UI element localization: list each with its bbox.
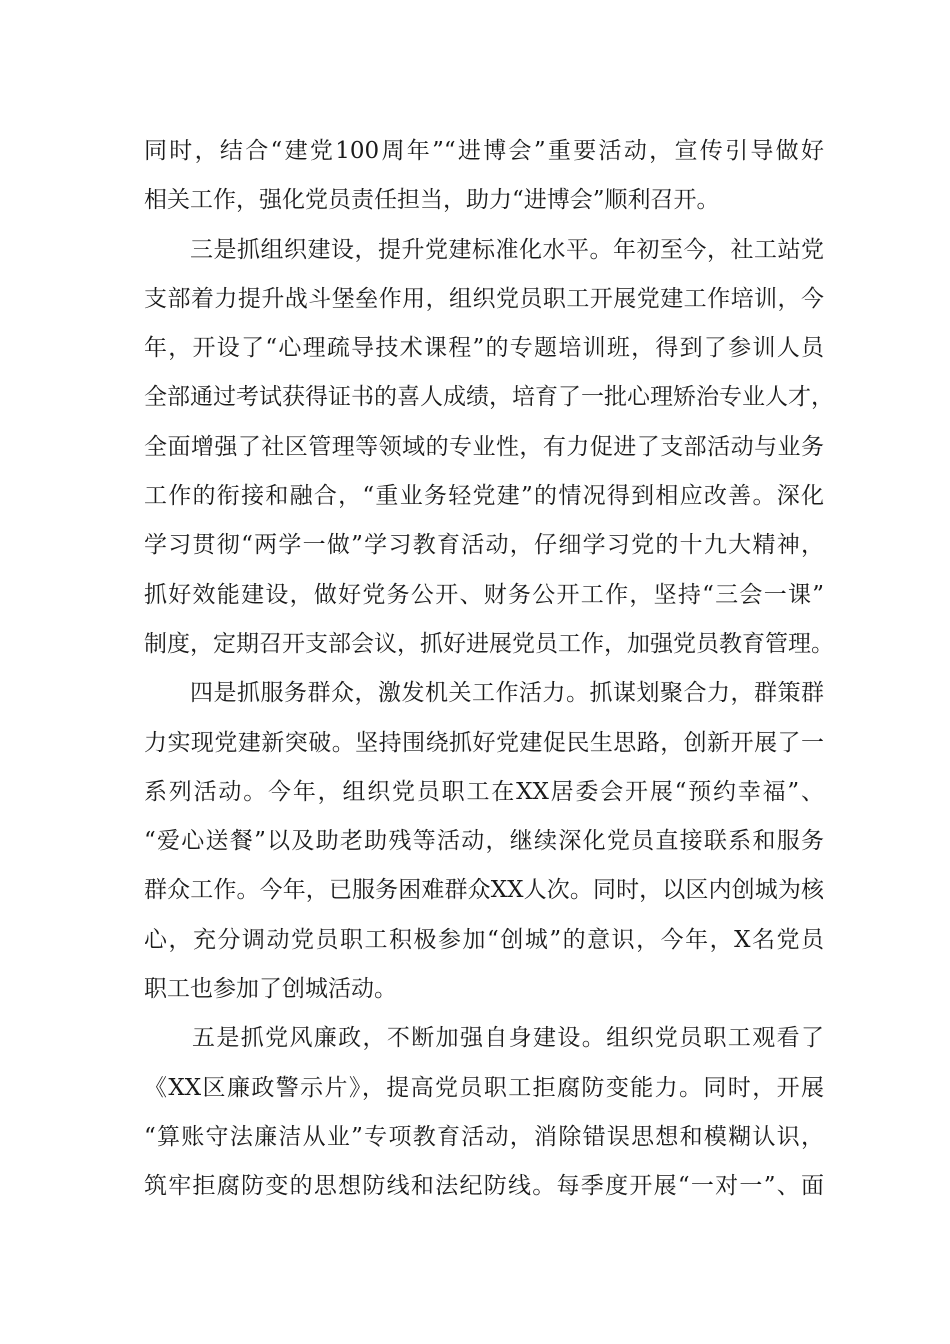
text-line: “爱心送餐”以及助老助残等活动，继续深化党员直接联系和服务 bbox=[144, 828, 824, 855]
text-line: 系列活动。今年，组织党员职工在XX居委会开展“预约幸福”、 bbox=[144, 778, 824, 805]
paragraph-start-line: 四是抓服务群众，激发机关工作活力。抓谋划聚合力，群策群 bbox=[190, 680, 824, 707]
paragraph-start-line: 五是抓党风廉政，不断加强自身建设。组织党员职工观看了 bbox=[192, 1025, 824, 1052]
text-line: 学习贯彻“两学一做”学习教育活动，仔细学习党的十九大精神， bbox=[144, 532, 824, 559]
text-line: 工作的衔接和融合，“重业务轻党建”的情况得到相应改善。深化 bbox=[144, 483, 824, 510]
paragraph-start-line: 三是抓组织建设，提升党建标准化水平。年初至今，社工站党 bbox=[190, 236, 824, 263]
text-line: 抓好效能建设，做好党务公开、财务公开工作，坚持“三会一课” bbox=[144, 581, 824, 608]
text-line: 筑牢拒腐防变的思想防线和法纪防线。每季度开展“一对一”、面 bbox=[144, 1173, 824, 1200]
text-line: 相关工作，强化党员责任担当，助力“进博会”顺利召开。 bbox=[144, 187, 720, 214]
text-line: 力实现党建新突破。坚持围绕抓好党建促民生思路，创新开展了一 bbox=[144, 729, 824, 756]
text-line: 全部通过考试获得证书的喜人成绩，培育了一批心理矫治专业人才， bbox=[144, 384, 834, 411]
text-line: 全面增强了社区管理等领域的专业性，有力促进了支部活动与业务 bbox=[144, 433, 824, 460]
text-line: 职工也参加了创城活动。 bbox=[144, 976, 397, 1003]
text-line: 年，开设了“心理疏导技术课程”的专题培训班，得到了参训人员 bbox=[144, 335, 824, 362]
text-line: “算账守法廉洁从业”专项教育活动，消除错误思想和模糊认识， bbox=[144, 1123, 824, 1150]
text-line: 《XX区廉政警示片》，提高党员职工拒腐防变能力。同时，开展 bbox=[144, 1074, 824, 1101]
body-text bbox=[144, 127, 834, 1212]
text-line: 支部着力提升战斗堡垒作用，组织党员职工开展党建工作培训，今 bbox=[144, 285, 824, 312]
text-line: 制度，定期召开支部会议，抓好进展党员工作，加强党员教育管理。 bbox=[144, 630, 834, 657]
text-line: 心，充分调动党员职工积极参加“创城”的意识，今年，X名党员 bbox=[144, 926, 824, 953]
text-line: 同时，结合“建党100周年”“进博会”重要活动，宣传引导做好 bbox=[144, 138, 824, 164]
text-line: 群众工作。今年，已服务困难群众XX人次。同时，以区内创城为核 bbox=[144, 877, 824, 904]
